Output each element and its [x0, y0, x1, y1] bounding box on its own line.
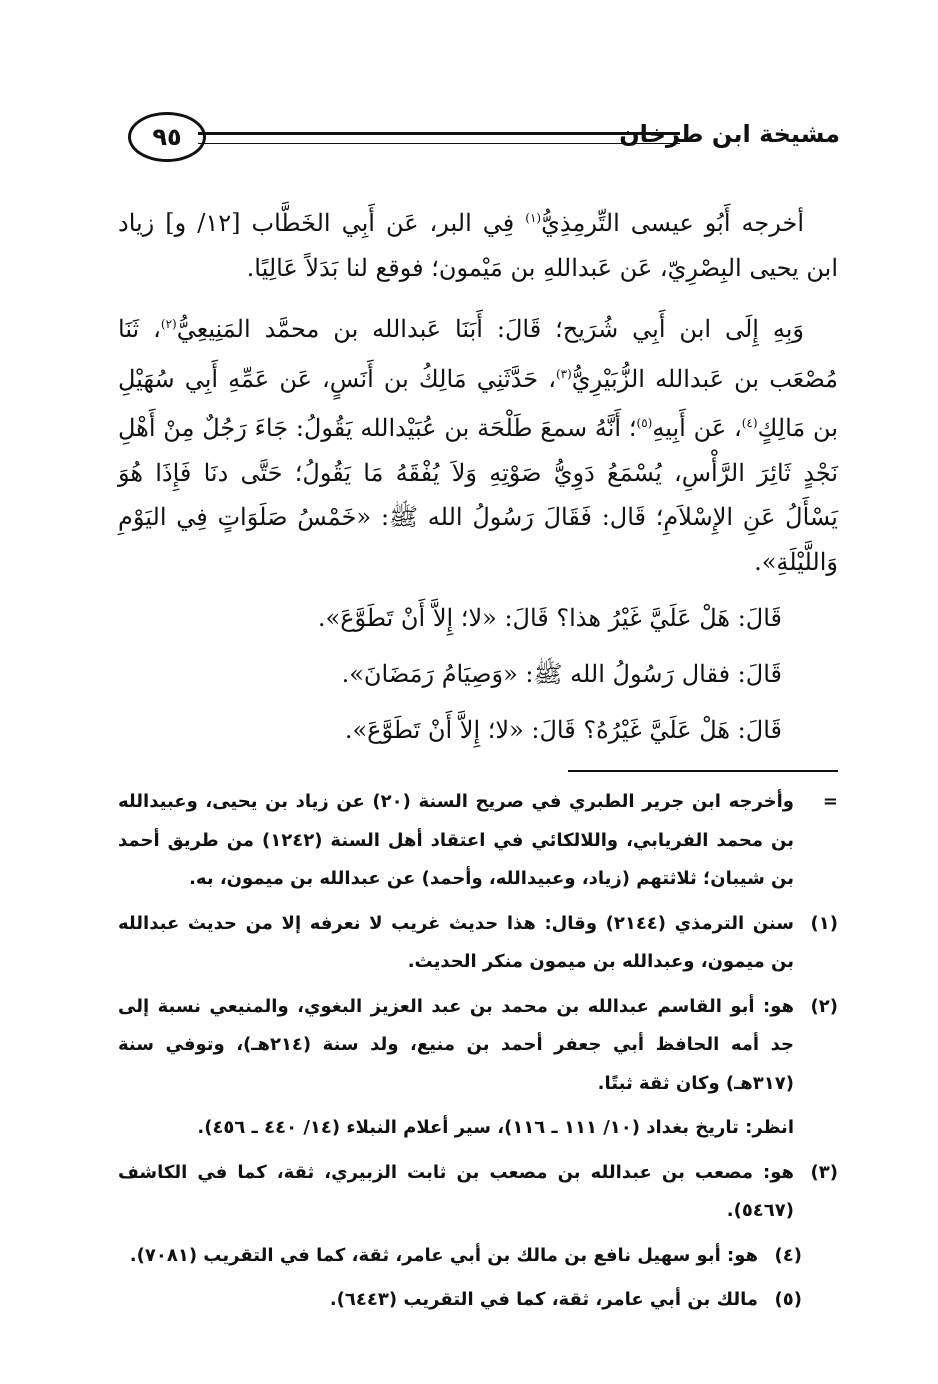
paragraph-2-text-a: وَبِهِ إِلَى ابن أَبِي شُرَيح؛ قَالَ: أَبَنَا عَبدالله بن محمَّد المَنِيعِيُّ: [176, 315, 805, 343]
header-rule: [198, 132, 680, 144]
footnote-4-text: هو: أبو سهيل نافع بن مالك بن أبي عامر، ثقة، كما في التقريب (٧٠٨١).: [129, 1244, 758, 1266]
footnote-ref-4: (٤): [741, 416, 758, 430]
footnote-4: [118, 1237, 838, 1276]
paragraph-1-text-b: فِي البر، عَن أَبِي الخَطَّاب [١٢/ و] زياد ابن يحيى البِصْرِيّ، عَن عَبداللهِ بن مَيْمون؛ فوقع لنا بَدَلاً عَالِيًا.: [118, 209, 838, 282]
dialogue-line-2: قَالَ: فقال رَسُولُ الله ﷺ: «وَصِيَامُ رَمَضَانَ».: [341, 660, 782, 688]
dialogue-line-1: قَالَ: هَلْ عَلَيَّ غَيْرُ هذا؟ قَالَ: «لا؛ إِلاَّ أَنْ تَطَوَّعَ».: [317, 604, 782, 632]
paragraph-2-text-d: ، عَن أَبِيهِ: [652, 414, 742, 442]
footnote-ref-2: (٢): [160, 317, 177, 331]
page-number: ٩٥: [128, 112, 206, 162]
footnote-4-marker: (٤): [774, 1244, 802, 1266]
footnote-5-text: مالك بن أبي عامر، ثقة، كما في التقريب (٦٤٤٣).: [329, 1289, 758, 1310]
paragraph-1-text-a: أخرجه أَبُو عيسى التِّرمِذِيُّ: [541, 209, 804, 237]
footnote-2-see-also: انظر: تاريخ بغداد (١٠/ ١١١ ـ ١١٦)، سير أعلام النبلاء (١٤/ ٤٤٠ ـ ٤٥٦).: [197, 1117, 794, 1138]
footnote-ref-3: (٣): [555, 366, 572, 381]
paragraph-2: [118, 302, 838, 584]
paragraph-1: [118, 196, 838, 290]
paragraph-2-text-e: ؛ أَنَّهُ سمعَ طَلْحَة بن عُبَيْدالله يَقُولُ: جَاءَ رَجُلٌ مِنْ أَهْلِ نَجْدٍ ثَائِرَ الرَّأْسِ، يُسْمَعُ دَوِيُّ صَوْتِهِ وَلاَ يُفْقَهُ مَا يَقُولُ؛ حَتَّى دنَا فَإِذَا هُوَ يَسْأَلُ عَنِ الإِسْلاَمِ؛ قَال: فَقَالَ رَسُولُ الله ﷺ: «خَمْسُ صَلَوَاتٍ فِي اليَوْمِ وَاللَّيْلَةِ».: [118, 414, 838, 576]
footnote-continuation-text: وأخرجه ابن جرير الطبري في صريح السنة (٢٠) عن زياد بن يحيى، وعبيدالله بن محمد الفريابي، واللالكائي في اعتقاد أهل السنة (١٢٤٢) من طريق أحمد بن شيبان؛ ثلاثتهم (زياد، وعبيدالله، وأحمد) عن عبدالله بن ميمون، به.: [118, 791, 794, 889]
dialogue-line-3: قَالَ: هَلْ عَلَيَّ غَيْرُهُ؟ قَالَ: «لا؛ إِلاَّ أَنْ تَطَوَّعَ».: [344, 716, 782, 744]
footnote-2-marker: (٢): [810, 995, 838, 1017]
footnote-5-marker: (٥): [774, 1289, 802, 1310]
footnotes: [118, 783, 838, 1326]
footnote-ref-5: (٥): [636, 416, 653, 430]
footnote-3-text: هو: مصعب بن عبدالله بن مصعب بن ثابت الزبيري، ثقة، كما في الكاشف (٥٤٦٧).: [118, 1161, 794, 1221]
footnote-separator: [568, 770, 838, 772]
footnote-1-text: سنن الترمذي (٢١٤٤) وقال: هذا حديث غريب لا نعرفه إلا من حديث عبدالله بن ميمون، وعبدالله بن ميمون منكر الحديث.: [118, 912, 794, 972]
footnote-continuation: [118, 783, 838, 899]
footnote-2: [118, 988, 838, 1104]
footnote-1: [118, 905, 838, 982]
paragraph-2-text-c: ، حَدَّثَنِي مَالِكُ بن أَنَسٍ، عَن عَمِّهِ أَبِي سُهَيْلِ بن مَالِكٍ: [118, 364, 838, 442]
footnote-5: [118, 1281, 838, 1320]
page-header: [128, 112, 840, 162]
footnote-1-marker: (١): [810, 912, 838, 934]
footnote-3-marker: (٣): [810, 1161, 838, 1183]
paragraph-2-text-b: ، ثَنَا مُصْعَب بن عَبدالله الزُّبَيْرِيُّ: [118, 315, 839, 393]
footnote-continuation-marker: =: [822, 791, 838, 812]
footnote-ref-1: (١): [525, 211, 542, 225]
main-text: [118, 196, 838, 764]
footnote-3: [118, 1154, 838, 1231]
running-title: مشيخة ابن طرخان: [619, 120, 840, 148]
footnote-2-text: هو: أبو القاسم عبدالله بن محمد بن عبد العزيز البغوي، والمنيعي نسبة إلى جد أمه الحافظ أبي جعفر أحمد بن منيع، ولد سنة (٢١٤هـ)، وتوفي سنة (٣١٧هـ) وكان ثقة ثبتًا.: [118, 995, 794, 1094]
